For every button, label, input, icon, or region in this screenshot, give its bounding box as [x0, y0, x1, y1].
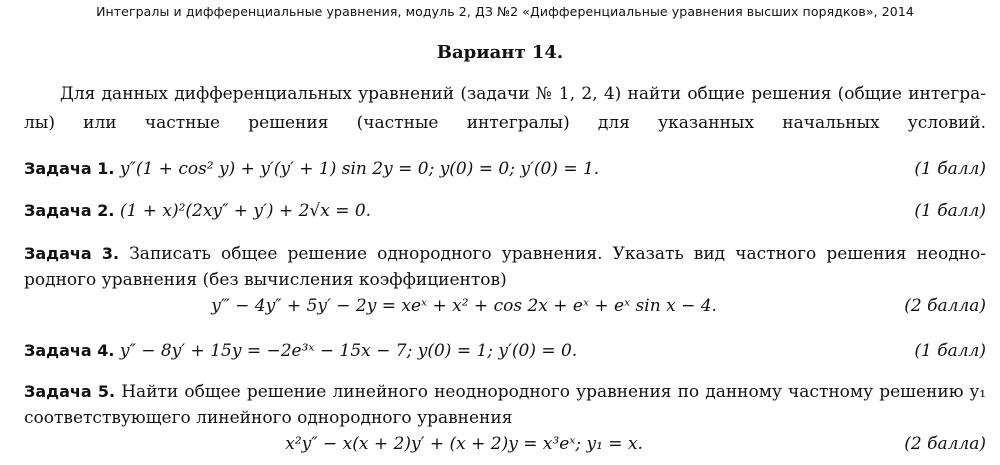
task-3-points: (2 балла)	[904, 296, 986, 316]
task-5-formula: x²y″ − x(x + 2)y′ + (x + 2)y = x³eˣ; y₁ = x.	[285, 434, 643, 454]
task-5-label: Задача 5.	[24, 382, 116, 401]
task-3	[24, 241, 986, 319]
task-1-formula: y″(1 + cos² y) + y′(y′ + 1) sin 2y = 0; y(0) = 0; y′(0) = 1.	[119, 159, 600, 179]
task-5-text: Найти общее решение линейного неоднородного уравнения по данному частному решению y₁ соответствующего линейного однородного уравнения	[24, 382, 987, 428]
task-2	[24, 198, 986, 224]
intro-line-1: Для данных дифференциальных уравнений (задачи № 1, 2, 4) найти общие решения (общие интегра-	[60, 84, 986, 104]
task-3-formula: y‴ − 4y″ + 5y′ − 2y = xeˣ + x² + cos 2x + eˣ + eˣ sin x − 4.	[211, 296, 717, 316]
task-2-label: Задача 2.	[24, 201, 115, 220]
task-4-formula: y″ − 8y′ + 15y = −2e³ˣ − 15x − 7; y(0) = 1; y′(0) = 0.	[119, 341, 578, 361]
task-1-label: Задача 1.	[24, 159, 115, 178]
task-2-points: (1 балл)	[914, 201, 986, 221]
intro-paragraph	[24, 80, 986, 138]
task-3-label: Задача 3.	[24, 244, 120, 263]
task-4	[24, 338, 986, 364]
task-2-formula: (1 + x)²(2xy″ + y′) + 2√x = 0.	[119, 201, 372, 221]
task-5-points: (2 балла)	[904, 434, 986, 454]
task-3-text: Записать общее решение однородного уравнения. Указать вид частного решения неодно-родного уравнения (без вычисления коэффициентов)	[24, 244, 986, 290]
variant-title: Вариант 14.	[436, 42, 564, 63]
task-1-points: (1 балл)	[914, 159, 986, 179]
task-4-points: (1 балл)	[914, 341, 986, 361]
intro-line-2: лы) или частные решения (частные интегралы) для указанных начальных условий.	[24, 113, 986, 133]
task-1	[24, 156, 986, 182]
task-5	[24, 379, 986, 457]
running-header: Интегралы и дифференциальные уравнения, модуль 2, ДЗ №2 «Дифференциальные уравнения высших порядков», 2014	[96, 4, 914, 19]
task-4-label: Задача 4.	[24, 341, 115, 360]
